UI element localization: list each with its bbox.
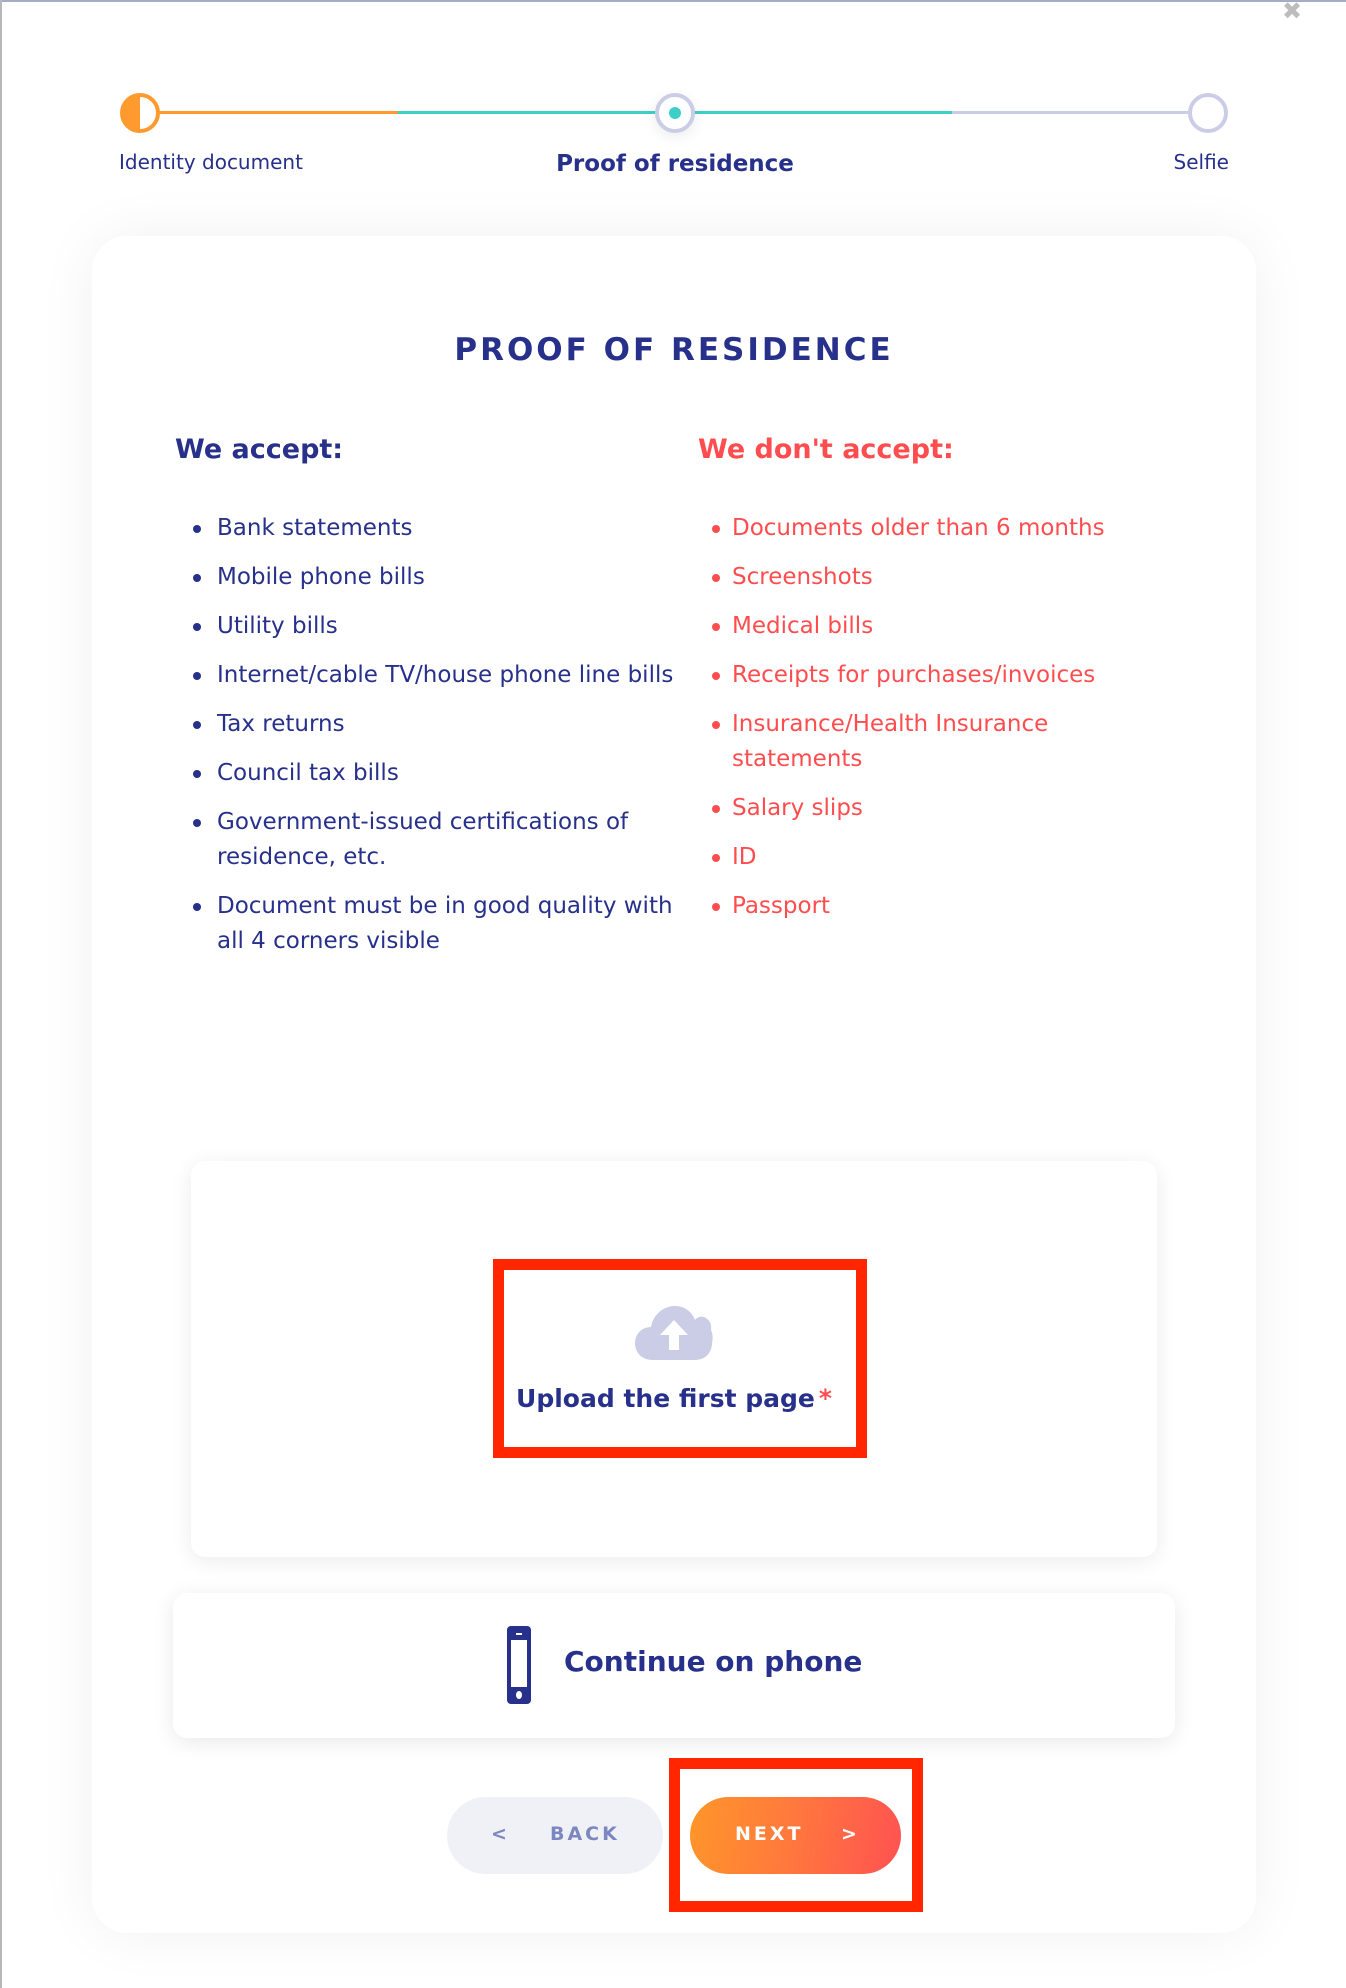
list-item: Utility bills [175, 609, 775, 644]
bullet-icon [193, 903, 201, 911]
upload-label-text: Upload the first page [516, 1384, 815, 1413]
bullet-icon [712, 672, 720, 680]
list-item: Medical bills [690, 609, 1170, 644]
list-item: Screenshots [690, 560, 1170, 595]
required-asterisk: * [818, 1384, 832, 1413]
proof-of-residence-card [92, 236, 1256, 1933]
rejected-documents-list [690, 511, 1170, 938]
list-item: Council tax bills [175, 756, 775, 791]
mobile-phone-icon [507, 1626, 531, 1704]
bullet-icon [193, 672, 201, 680]
list-item: Salary slips [690, 791, 1170, 826]
step-3-indicator [1188, 93, 1228, 133]
next-label: NEXT [735, 1823, 804, 1845]
list-item: Document must be in good quality with all 4 corners visible [175, 889, 775, 959]
bullet-icon [193, 770, 201, 778]
reject-heading: We don't accept: [698, 434, 954, 465]
highlight-box-upload [493, 1259, 867, 1458]
list-item: Mobile phone bills [175, 560, 775, 595]
list-item: Passport [690, 889, 1170, 924]
step-connector-completed [158, 111, 398, 114]
bullet-icon [712, 525, 720, 533]
step-1-label: Identity document [119, 150, 303, 174]
close-icon[interactable]: ✖ [1281, 0, 1303, 25]
step-2-label: Proof of residence [556, 151, 794, 177]
bullet-icon [193, 574, 201, 582]
active-dot [669, 107, 681, 119]
bullet-icon [712, 623, 720, 631]
bullet-icon [712, 854, 720, 862]
bullet-icon [712, 574, 720, 582]
list-item: Tax returns [175, 707, 775, 742]
highlight-box-next [669, 1758, 923, 1912]
window-top-border [0, 0, 1346, 2]
continue-on-phone-label: Continue on phone [564, 1645, 863, 1678]
bullet-icon [193, 525, 201, 533]
bullet-icon [193, 721, 201, 729]
list-item: Documents older than 6 months [690, 511, 1170, 546]
list-item: Government-issued certifications of residence, etc. [175, 805, 775, 875]
accept-heading: We accept: [175, 434, 344, 465]
bullet-icon [712, 903, 720, 911]
back-button[interactable] [447, 1797, 663, 1874]
list-item: Internet/cable TV/house phone line bills [175, 658, 775, 693]
step-3-label: Selfie [1173, 150, 1229, 174]
bullet-icon [712, 805, 720, 813]
list-item: ID [690, 840, 1170, 875]
step-2-indicator [655, 93, 695, 133]
background-edge [0, 0, 2, 1988]
bullet-icon [193, 623, 201, 631]
page-title: PROOF OF RESIDENCE [454, 332, 894, 368]
step-connector-pending [952, 111, 1188, 114]
list-item: Bank statements [175, 511, 775, 546]
back-label: BACK [550, 1823, 620, 1845]
list-item: Receipts for purchases/invoices [690, 658, 1170, 693]
continue-on-phone-button[interactable] [173, 1593, 1175, 1738]
accepted-documents-list [175, 511, 775, 973]
bullet-icon [712, 721, 720, 729]
chevron-left-icon: < [491, 1823, 510, 1845]
chevron-right-icon: > [841, 1823, 860, 1845]
step-1-indicator [120, 93, 160, 133]
bullet-icon [193, 819, 201, 827]
list-item: Insurance/Health Insurance statements [690, 707, 1170, 777]
